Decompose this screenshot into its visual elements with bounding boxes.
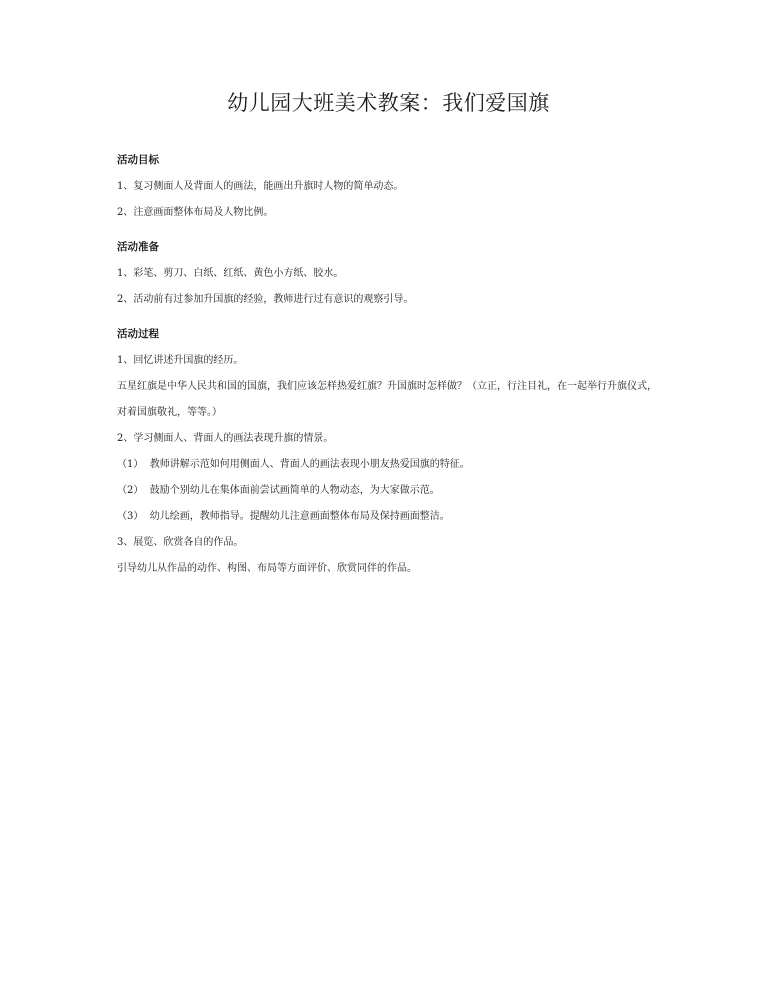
paragraph-process-2: 2、学习侧面人、背面人的画法表现升旗的情景。 xyxy=(117,433,334,444)
paragraph-process-evaluation: 引导幼儿从作品的动作、构图、布局等方面评价、欣赏同伴的作品。 xyxy=(117,563,417,574)
section-heading-preparation: 活动准备 xyxy=(117,241,159,253)
paragraph-goal-2: 2、注意画面整体布局及人物比例。 xyxy=(117,207,274,218)
document-title: 幼儿园大班美术教案：我们爱国旗 xyxy=(227,91,550,115)
paragraph-goal-1: 1、复习侧面人及背面人的画法，能画出升旗时人物的简单动态。 xyxy=(117,181,404,192)
section-preparation xyxy=(117,240,660,307)
paragraph-process-1: 1、回忆讲述升国旗的经历。 xyxy=(117,355,244,366)
paragraph-process-2-1: （1） 教师讲解示范如何用侧面人、背面人的画法表现小朋友热爱国旗的特征。 xyxy=(117,459,470,470)
paragraph-process-2-3: （3） 幼儿绘画，教师指导。提醒幼儿注意画面整体布局及保持画面整洁。 xyxy=(117,511,450,522)
section-heading-goals: 活动目标 xyxy=(117,154,159,166)
paragraph-prep-2: 2、活动前有过参加升国旗的经验，教师进行过有意识的观察引导。 xyxy=(117,294,414,305)
paragraph-prep-1: 1、彩笔、剪刀、白纸、红纸、黄色小方纸、胶水。 xyxy=(117,268,344,279)
section-heading-process: 活动过程 xyxy=(117,328,159,340)
paragraph-process-3: 3、展览、欣赏各自的作品。 xyxy=(117,537,244,548)
paragraph-process-2-2: （2） 鼓励个别幼儿在集体面前尝试画简单的人物动态，为大家做示范。 xyxy=(117,485,440,496)
paragraph-process-flag-description: 五星红旗是中华人民共和国的国旗，我们应该怎样热爱红旗？升国旗时怎样做？（立正，行注目礼，在一起举行升旗仪式，对着国旗敬礼，等等。） xyxy=(117,381,657,418)
section-goals xyxy=(117,153,660,220)
section-process xyxy=(117,327,660,576)
